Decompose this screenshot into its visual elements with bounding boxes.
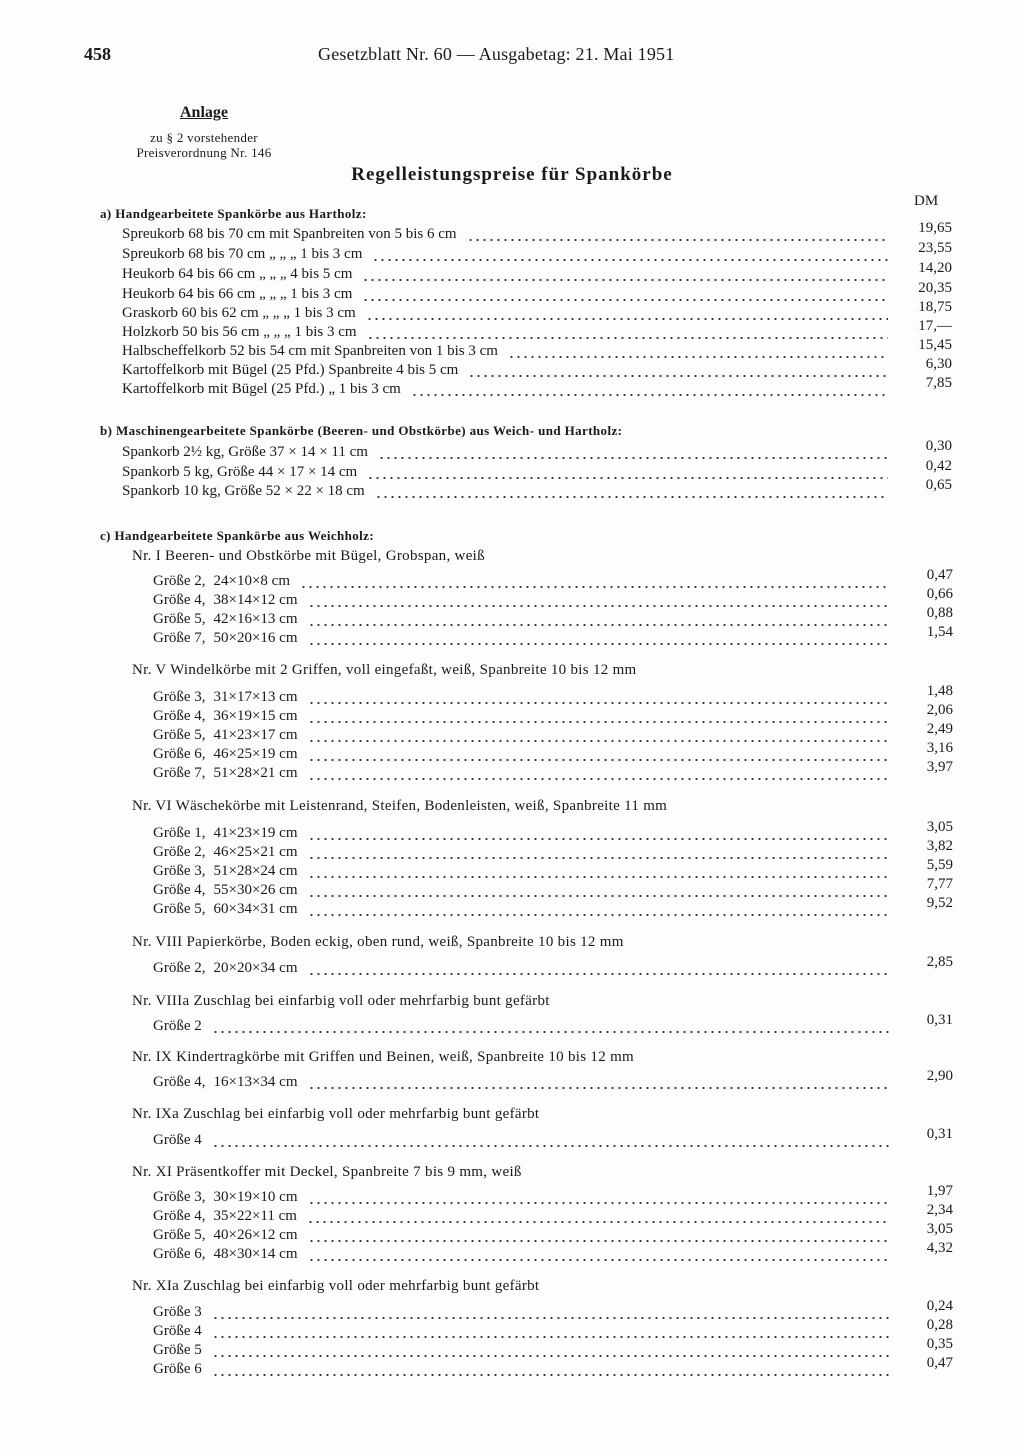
row-price: 0,88 (926, 605, 953, 621)
row-price: 4,32 (926, 1240, 953, 1256)
currency-label: DM (914, 193, 939, 209)
size-label: Größe 3 (153, 1304, 202, 1320)
row-label: Heukorb 64 bis 66 cm „ „ „ 4 bis 5 cm (122, 266, 353, 282)
size-label: Größe 2, (153, 844, 206, 860)
row-label (153, 689, 298, 706)
leader-dots (308, 895, 890, 897)
group-title: Nr. VIIIa Zuschlag bei einfarbig voll oder mehrfarbig bunt gefärbt (132, 993, 550, 1009)
leader-dots (212, 1031, 889, 1033)
leader-dots (366, 318, 888, 320)
row-price: 0,31 (926, 1012, 953, 1028)
dimension-label: 36×19×15 cm (213, 708, 298, 724)
row-price: 3,97 (926, 759, 953, 775)
row-label: Spreukorb 68 bis 70 cm „ „ „ 1 bis 3 cm (122, 246, 363, 262)
dimension-label: 42×16×13 cm (213, 611, 298, 627)
row-label: Halbscheffelkorb 52 bis 54 cm mit Spanbreiten von 1 bis 3 cm (122, 343, 498, 359)
leader-dots (468, 375, 888, 377)
size-label: Größe 4, (153, 1208, 206, 1224)
leader-dots (372, 259, 888, 261)
price-row (153, 1126, 953, 1152)
price-row (122, 280, 952, 306)
price-row (153, 740, 953, 766)
row-price: 19,65 (918, 220, 952, 236)
row-label (153, 863, 298, 880)
price-row (153, 895, 953, 921)
row-price: 9,52 (926, 895, 953, 911)
size-label: Größe 6, (153, 1246, 206, 1262)
price-row (153, 721, 953, 747)
size-label: Größe 5, (153, 901, 206, 917)
row-price: 7,77 (926, 876, 953, 892)
row-label (153, 901, 298, 918)
running-title: Gesetzblatt Nr. 60 — Ausgabetag: 21. Mai 1951 (318, 44, 675, 64)
dimension-label: 51×28×21 cm (213, 765, 298, 781)
row-price: 23,55 (918, 240, 952, 256)
leader-dots (308, 838, 890, 840)
price-row (153, 876, 953, 902)
row-label: Spankorb 10 kg, Größe 52 × 22 × 18 cm (122, 483, 365, 499)
row-label (153, 844, 298, 861)
size-label: Größe 4 (153, 1132, 202, 1148)
row-price: 20,35 (918, 280, 952, 296)
leader-dots (467, 239, 888, 241)
leader-dots (300, 586, 889, 588)
row-price: 14,20 (918, 260, 952, 276)
size-label: Größe 7, (153, 765, 206, 781)
row-label (153, 611, 298, 628)
price-row (122, 438, 952, 464)
annex-title: Anlage (180, 104, 228, 121)
row-label: Spreukorb 68 bis 70 cm mit Spanbreiten von 5 bis 6 cm (122, 226, 457, 242)
row-label: Holzkorb 50 bis 56 cm „ „ „ 1 bis 3 cm (122, 324, 357, 340)
price-row (122, 375, 952, 401)
row-price: 0,35 (926, 1336, 953, 1352)
size-label: Größe 5, (153, 1227, 206, 1243)
leader-dots (212, 1317, 889, 1319)
row-price: 17,— (918, 318, 952, 334)
row-price: 2,34 (926, 1202, 953, 1218)
row-label (153, 1246, 298, 1263)
leader-dots (508, 356, 888, 358)
price-row (122, 299, 952, 325)
annex-line-2: Preisverordnung Nr. 146 (136, 145, 272, 160)
row-price: 2,06 (926, 702, 953, 718)
size-label: Größe 3, (153, 689, 206, 705)
group-title: Nr. V Windelkörbe mit 2 Griffen, voll eingefaßt, weiß, Spanbreite 10 bis 12 mm (132, 662, 637, 678)
page-title: Regelleistungspreise für Spankörbe (351, 164, 673, 185)
dimension-label: 40×26×12 cm (213, 1227, 298, 1243)
leader-dots (308, 778, 890, 780)
size-label: Größe 4, (153, 592, 206, 608)
group-title: Nr. IX Kindertragkörbe mit Griffen und Beinen, weiß, Spanbreite 10 bis 12 mm (132, 1049, 635, 1065)
size-label: Größe 3, (153, 1189, 206, 1205)
leader-dots (308, 643, 890, 645)
dimension-label: 30×19×10 cm (213, 1189, 298, 1205)
group-title: Nr. I Beeren- und Obstkörbe mit Bügel, Grobspan, weiß (132, 548, 485, 564)
dimension-label: 46×25×19 cm (213, 746, 298, 762)
row-price: 7,85 (925, 375, 952, 391)
size-label: Größe 5, (153, 727, 206, 743)
group-title: Nr. XIa Zuschlag bei einfarbig voll oder mehrfarbig bunt gefärbt (132, 1278, 540, 1294)
row-label (153, 1342, 202, 1359)
size-label: Größe 4, (153, 882, 206, 898)
row-label (153, 825, 298, 842)
price-row (122, 220, 952, 246)
leader-dots (308, 1240, 890, 1242)
row-label (153, 592, 298, 609)
leader-dots (307, 1221, 889, 1223)
leader-dots (308, 740, 890, 742)
row-price: 1,97 (926, 1183, 953, 1199)
leader-dots (308, 914, 890, 916)
section-a-heading: a) Handgearbeitete Spankörbe aus Hartholz: (100, 206, 367, 221)
price-row (153, 605, 953, 631)
price-row (122, 240, 952, 266)
price-row (122, 458, 952, 484)
leader-dots (308, 605, 890, 607)
price-row (153, 1221, 953, 1247)
row-label: Spankorb 5 kg, Größe 44 × 17 × 14 cm (122, 464, 358, 480)
row-label: Kartoffelkorb mit Bügel (25 Pfd.) Spanbreite 4 bis 5 cm (122, 362, 459, 378)
row-label (153, 708, 298, 725)
row-price: 2,49 (926, 721, 953, 737)
row-price: 15,45 (918, 337, 952, 353)
dimension-label: 41×23×17 cm (213, 727, 298, 743)
leader-dots (362, 279, 888, 281)
row-label (153, 882, 298, 899)
row-price: 0,28 (926, 1317, 953, 1333)
row-label (153, 1227, 298, 1244)
price-row (122, 260, 952, 286)
group-title: Nr. XI Präsentkoffer mit Deckel, Spanbreite 7 bis 9 mm, weiß (132, 1164, 522, 1180)
leader-dots (308, 857, 890, 859)
row-label (153, 573, 290, 590)
dimension-label: 41×23×19 cm (213, 825, 298, 841)
dimension-label: 55×30×26 cm (213, 882, 298, 898)
leader-dots (375, 496, 888, 498)
leader-dots (411, 394, 888, 396)
row-price: 2,90 (926, 1068, 953, 1084)
leader-dots (308, 624, 890, 626)
price-row (153, 1202, 953, 1228)
size-label: Größe 6, (153, 746, 206, 762)
dimension-label: 50×20×16 cm (213, 630, 298, 646)
dimension-label: 51×28×24 cm (213, 863, 298, 879)
price-row (153, 624, 953, 650)
row-label (153, 1361, 202, 1378)
row-price: 1,48 (926, 683, 953, 699)
price-row (153, 1298, 953, 1324)
price-row (153, 954, 953, 980)
price-row (122, 337, 952, 363)
section-b-heading: b) Maschinengearbeitete Spankörbe (Beeren- und Obstkörbe) aus Weich- und Hartholz: (100, 423, 623, 438)
row-price: 0,31 (926, 1126, 953, 1142)
row-label (153, 630, 298, 647)
leader-dots (212, 1355, 889, 1357)
size-label: Größe 7, (153, 630, 206, 646)
dimension-label: 60×34×31 cm (213, 901, 298, 917)
size-label: Größe 4, (153, 1074, 206, 1090)
row-label (153, 765, 298, 782)
row-label (153, 1074, 298, 1091)
row-label (153, 1208, 297, 1225)
row-price: 3,16 (926, 740, 953, 756)
dimension-label: 24×10×8 cm (213, 573, 290, 589)
row-price: 0,65 (925, 477, 952, 493)
size-label: Größe 5 (153, 1342, 202, 1358)
row-price: 18,75 (918, 299, 952, 315)
row-price: 1,54 (926, 624, 953, 640)
leader-dots (308, 1087, 890, 1089)
dimension-label: 20×20×34 cm (213, 960, 298, 976)
price-row (153, 1012, 953, 1038)
dimension-label: 46×25×21 cm (213, 844, 298, 860)
leader-dots (308, 1259, 890, 1261)
row-label (153, 727, 298, 744)
leader-dots (367, 477, 888, 479)
row-label (153, 1132, 202, 1149)
row-price: 2,85 (926, 954, 953, 970)
size-label: Größe 6 (153, 1361, 202, 1377)
price-row (153, 1317, 953, 1343)
row-label (153, 746, 298, 763)
dimension-label: 35×22×11 cm (213, 1208, 297, 1224)
row-label (153, 1018, 202, 1035)
size-label: Größe 1, (153, 825, 206, 841)
dimension-label: 48×30×14 cm (213, 1246, 298, 1262)
page-number: 458 (84, 44, 111, 64)
price-row (122, 318, 952, 344)
dimension-label: 31×17×13 cm (213, 689, 298, 705)
leader-dots (212, 1336, 889, 1338)
size-label: Größe 5, (153, 611, 206, 627)
size-label: Größe 4, (153, 708, 206, 724)
row-price: 0,30 (925, 438, 952, 454)
price-row (122, 477, 952, 503)
group-title: Nr. IXa Zuschlag bei einfarbig voll oder mehrfarbig bunt gefärbt (132, 1106, 540, 1122)
row-price: 0,47 (926, 567, 953, 583)
leader-dots (212, 1374, 889, 1376)
leader-dots (308, 721, 890, 723)
row-price: 0,47 (926, 1355, 953, 1371)
page-header (84, 44, 944, 68)
size-label: Größe 4 (153, 1323, 202, 1339)
row-price: 0,24 (926, 1298, 953, 1314)
row-label (153, 1189, 298, 1206)
row-price: 3,05 (926, 1221, 953, 1237)
row-price: 3,82 (926, 838, 953, 854)
leader-dots (308, 759, 890, 761)
price-row (153, 857, 953, 883)
dimension-label: 38×14×12 cm (213, 592, 298, 608)
leader-dots (308, 702, 890, 704)
row-price: 5,59 (926, 857, 953, 873)
price-row (153, 1183, 953, 1209)
row-label (153, 1304, 202, 1321)
leader-dots (308, 876, 890, 878)
price-row (153, 702, 953, 728)
price-row (153, 586, 953, 612)
row-price: 3,05 (926, 819, 953, 835)
price-row (153, 1068, 953, 1094)
price-row (153, 683, 953, 709)
row-price: 0,42 (925, 458, 952, 474)
annex-line-1: zu § 2 vorstehender (150, 130, 258, 145)
leader-dots (308, 1202, 890, 1204)
leader-dots (212, 1145, 889, 1147)
price-row (122, 356, 952, 382)
leader-dots (362, 299, 888, 301)
row-label: Spankorb 2½ kg, Größe 37 × 14 × 11 cm (122, 444, 368, 460)
price-row (153, 819, 953, 845)
group-title: Nr. VIII Papierkörbe, Boden eckig, oben rund, weiß, Spanbreite 10 bis 12 mm (132, 934, 624, 950)
size-label: Größe 2 (153, 1018, 202, 1034)
price-row (153, 1336, 953, 1362)
size-label: Größe 2, (153, 573, 206, 589)
group-title: Nr. VI Wäschekörbe mit Leistenrand, Steifen, Bodenleisten, weiß, Spanbreite 11 mm (132, 798, 668, 814)
row-label (153, 1323, 202, 1340)
dimension-label: 16×13×34 cm (213, 1074, 298, 1090)
row-label: Kartoffelkorb mit Bügel (25 Pfd.) „ 1 bis 3 cm (122, 381, 401, 397)
size-label: Größe 2, (153, 960, 206, 976)
row-label: Graskorb 60 bis 62 cm „ „ „ 1 bis 3 cm (122, 305, 356, 321)
row-price: 6,30 (925, 356, 952, 372)
price-row (153, 1240, 953, 1266)
row-label: Heukorb 64 bis 66 cm „ „ „ 1 bis 3 cm (122, 286, 353, 302)
row-label (153, 960, 298, 977)
leader-dots (367, 337, 888, 339)
leader-dots (378, 457, 888, 459)
annex-block (84, 104, 324, 160)
row-price: 0,66 (926, 586, 953, 602)
price-row (153, 1355, 953, 1381)
price-row (153, 838, 953, 864)
leader-dots (308, 973, 890, 975)
size-label: Größe 3, (153, 863, 206, 879)
section-c-heading: c) Handgearbeitete Spankörbe aus Weichholz: (100, 528, 375, 543)
price-row (153, 759, 953, 785)
price-row (153, 567, 953, 593)
